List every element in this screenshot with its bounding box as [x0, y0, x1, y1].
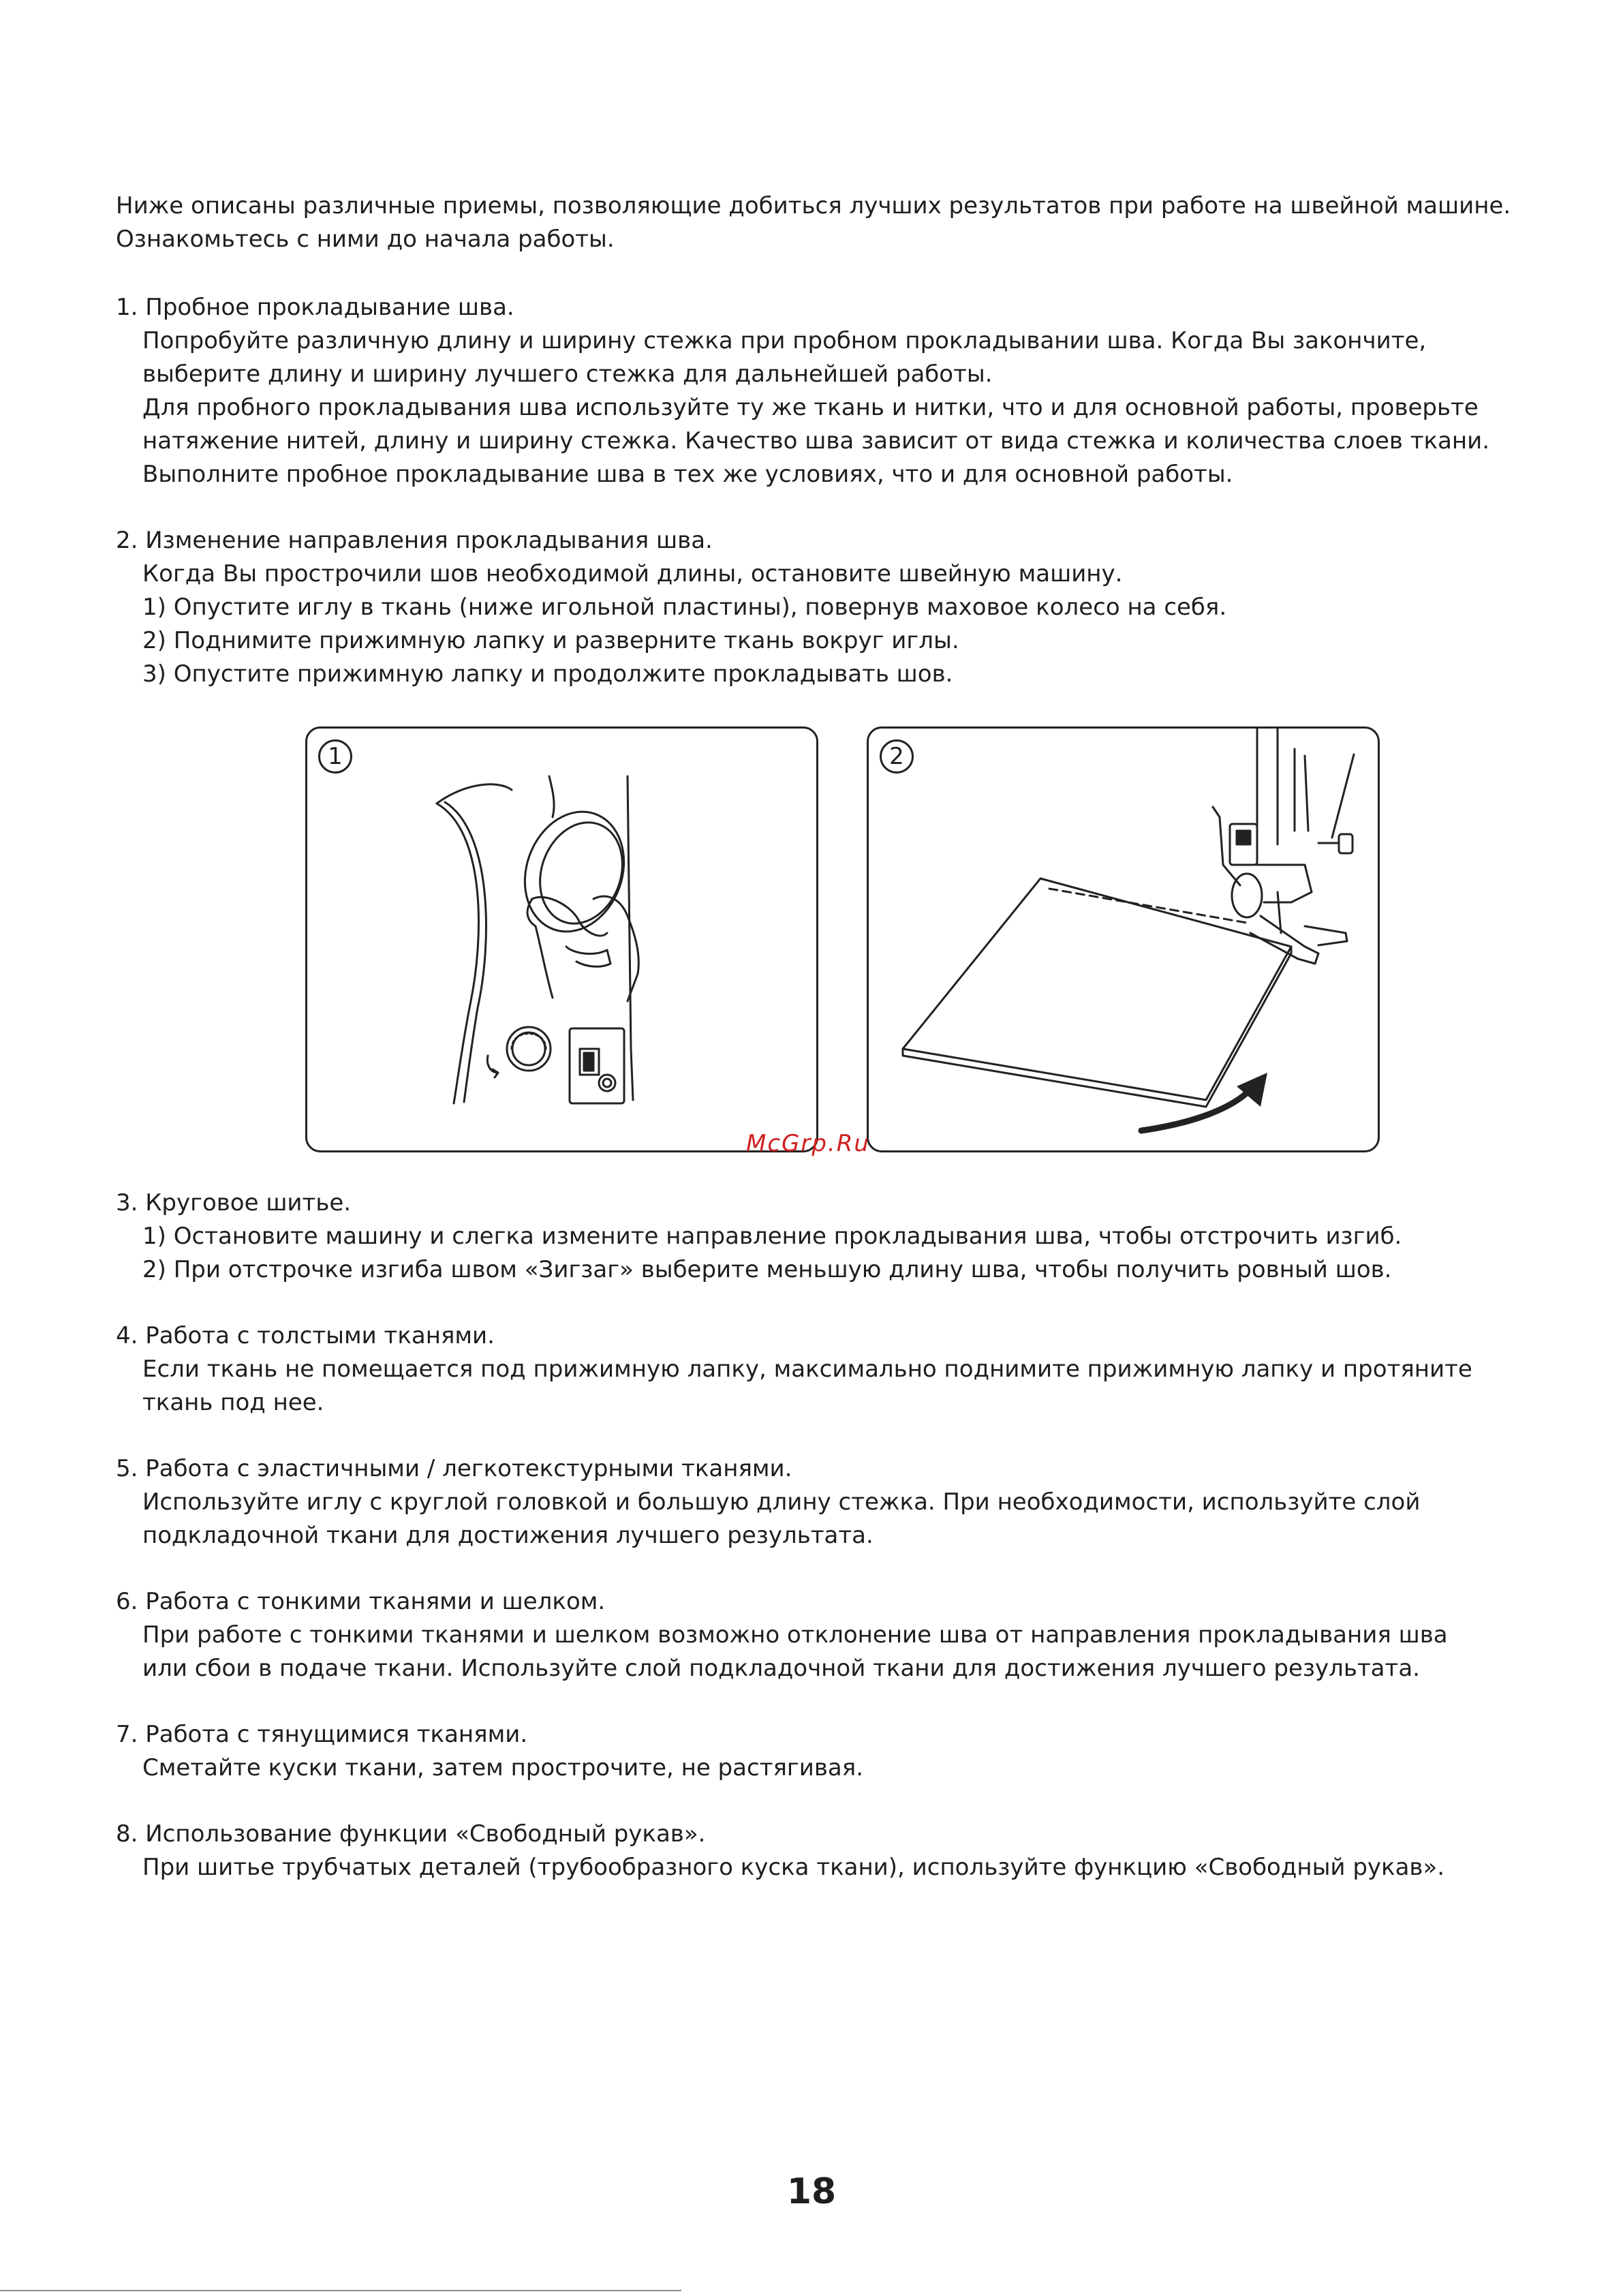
watermark: McGrp.Ru [746, 1130, 870, 1157]
section-line: Если ткань не помещается под прижимную лапку, максимально поднимите прижимную лапку и протяните [142, 1356, 1472, 1383]
figure-handwheel [305, 726, 818, 1152]
section-line: 2) Поднимите прижимную лапку и разверните ткань вокруг иглы. [142, 627, 959, 654]
section-heading: 6. Работа с тонкими тканями и шелком. [116, 1588, 606, 1615]
section-test-seam [116, 291, 1533, 491]
section-line: Попробуйте различную длину и ширину стежка при пробном прокладывании шва. Когда Вы закончите, [142, 327, 1427, 354]
handwheel-illustration [307, 729, 816, 1150]
section-line: или сбои в подаче ткани. Используйте слой подкладочной ткани для достижения лучшего результата. [142, 1655, 1420, 1682]
section-line: Используйте иглу с круглой головкой и большую длину стежка. При необходимости, используйте слой [142, 1488, 1421, 1516]
section-line: Когда Вы прострочили шов необходимой длины, остановите швейную машину. [142, 560, 1123, 587]
section-line: Сметайте куски ткани, затем прострочите, не растягивая. [142, 1754, 864, 1781]
section-line: 1) Опустите иглу в ткань (ниже игольной пластины), повернув маховое колесо на себя. [142, 594, 1227, 621]
section-heading: 7. Работа с тянущимися тканями. [116, 1721, 528, 1748]
section-heading: 1. Пробное прокладывание шва. [116, 294, 514, 321]
section-elastic-fabrics [116, 1452, 1533, 1552]
section-stretch-fabrics [116, 1718, 1533, 1785]
section-heading: 5. Работа с эластичными / легкотекстурными тканями. [116, 1455, 792, 1482]
section-free-arm [116, 1818, 1533, 1884]
section-heading: 8. Использование функции «Свободный рукав». [116, 1820, 706, 1848]
section-line: выберите длину и ширину лучшего стежка для дальнейшей работы. [142, 361, 993, 388]
section-line: ткань под нее. [142, 1389, 324, 1416]
figure-number: 2 [880, 739, 914, 774]
section-line: Для пробного прокладывания шва используйте ту же ткань и нитки, что и для основной работы, проверьте [142, 394, 1479, 421]
page-number: 18 [786, 2171, 837, 2212]
section-line: 3) Опустите прижимную лапку и продолжите прокладывать шов. [142, 660, 953, 688]
section-heading: 2. Изменение направления прокладывания шва. [116, 527, 713, 554]
section-change-direction [116, 524, 1533, 691]
intro-line: Ниже описаны различные приемы, позволяющие добиться лучших результатов при работе на швейной машине. [116, 192, 1511, 219]
section-circular-sewing [116, 1187, 1533, 1287]
intro-line: Ознакомьтесь с ними до начала работы. [116, 226, 615, 253]
section-line: При работе с тонкими тканями и шелком возможно отклонение шва от направления прокладывания шва [142, 1621, 1448, 1649]
section-heading: 3. Круговое шитье. [116, 1189, 352, 1216]
figure-number: 1 [318, 739, 352, 774]
section-thick-fabrics [116, 1319, 1533, 1420]
section-thin-fabrics [116, 1585, 1533, 1685]
section-line: 1) Остановите машину и слегка измените направление прокладывания шва, чтобы отстрочить изгиб. [142, 1223, 1402, 1250]
section-line: Выполните пробное прокладывание шва в тех же условиях, что и для основной работы. [142, 461, 1233, 488]
section-line: подкладочной ткани для достижения лучшего результата. [142, 1522, 874, 1549]
section-line: натяжение нитей, длину и ширину стежка. Качество шва зависит от вида стежка и количества слоев ткани. [142, 427, 1490, 455]
section-line: При шитье трубчатых деталей (трубообразного куска ткани), используйте функцию «Свободный рукав». [142, 1854, 1445, 1881]
intro-paragraph [116, 189, 1533, 256]
figure-turn-fabric [867, 726, 1380, 1152]
section-line: 2) При отстрочке изгиба швом «Зигзаг» выберите меньшую длину шва, чтобы получить ровный шов. [142, 1256, 1392, 1283]
bottom-divider [0, 2290, 681, 2291]
turn-fabric-illustration [869, 729, 1378, 1150]
section-heading: 4. Работа с толстыми тканями. [116, 1322, 495, 1349]
